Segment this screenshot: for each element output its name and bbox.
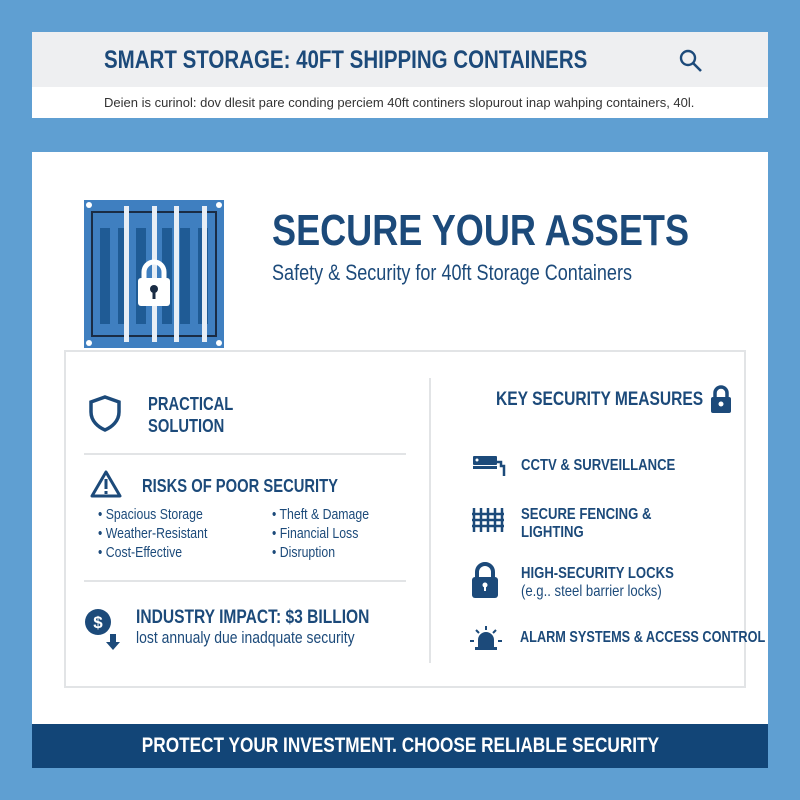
alarm-icon — [470, 626, 502, 650]
benefit-item: • Spacious Storage — [98, 506, 203, 523]
fence-icon — [472, 508, 504, 532]
hero-subtitle: Safety & Security for 40ft Storage Containers — [272, 260, 632, 285]
measure-fencing-2: LIGHTING — [521, 524, 584, 541]
padlock-icon — [470, 561, 500, 599]
benefit-item: • Weather-Resistant — [98, 525, 207, 542]
measure-cctv: CCTV & SURVEILLANCE — [521, 457, 676, 474]
hero-title: SECURE YOUR ASSETS — [272, 206, 690, 255]
risk-item: • Financial Loss — [272, 525, 358, 542]
divider — [84, 453, 406, 455]
measures-title: KEY SECURITY MEASURES — [496, 389, 704, 410]
divider — [84, 580, 406, 582]
practical-line-1: PRACTICAL — [148, 394, 234, 414]
container-illustration — [82, 198, 226, 350]
risk-item: • Theft & Damage — [272, 506, 369, 523]
risk-item: • Disruption — [272, 544, 335, 561]
risks-title: RISKS OF POOR SECURITY — [142, 476, 339, 496]
dollar-down-icon — [84, 608, 124, 652]
benefit-item: • Cost-Effective — [98, 544, 182, 561]
cctv-icon — [472, 455, 506, 477]
page-title: SMART STORAGE: 40FT SHIPPING CONTAINERS — [104, 46, 588, 74]
shield-icon — [88, 394, 122, 432]
impact-title: INDUSTRY IMPACT: $3 BILLION — [136, 607, 370, 628]
warning-icon — [89, 469, 123, 499]
svg-text:$: $ — [93, 613, 103, 632]
measure-locks: HIGH-SECURITY LOCKS — [521, 565, 674, 582]
description: Deien is curinol: dov dlesit pare conding perciem 40ft continers slopurout inap wahping containers, 40l. — [104, 95, 695, 110]
measure-locks-note: (e.g.. steel barrier locks) — [521, 583, 662, 600]
measure-fencing-1: SECURE FENCING & — [521, 506, 652, 523]
footer-banner — [32, 724, 768, 768]
impact-text: lost annualy due inadquate security — [136, 628, 355, 647]
footer-text: PROTECT YOUR INVESTMENT. CHOOSE RELIABLE SECURITY — [141, 734, 659, 757]
header-card — [32, 32, 768, 118]
lock-icon — [709, 384, 733, 414]
column-divider — [429, 378, 431, 663]
practical-line-2: SOLUTION — [148, 416, 225, 436]
search-icon[interactable] — [678, 48, 704, 74]
measure-alarm: ALARM SYSTEMS & ACCESS CONTROL — [520, 629, 766, 646]
title-bar — [32, 32, 768, 87]
